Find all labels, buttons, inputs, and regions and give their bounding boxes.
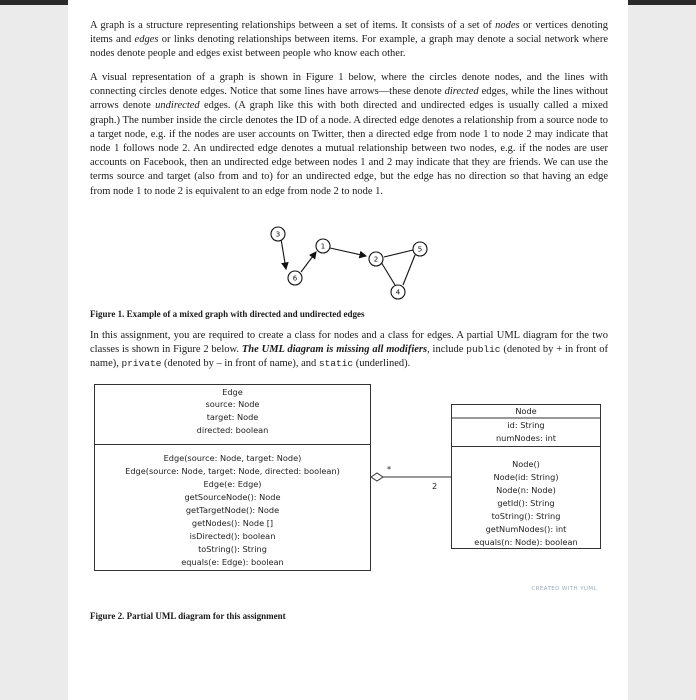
node-method: getId(): String — [497, 498, 555, 508]
figure2-caption: Figure 2. Partial UML diagram for this assignment — [90, 611, 286, 621]
node-method: Node() — [512, 459, 540, 469]
graph-node-6 — [288, 271, 302, 285]
edge-method: getSourceNode(): Node — [184, 492, 281, 502]
svg-text:6: 6 — [292, 274, 298, 283]
aggregation-association — [371, 464, 451, 491]
multiplicity-node-side: 2 — [432, 481, 438, 491]
node-class-name: Node — [515, 406, 537, 416]
graph-description-paragraph: A visual representation of a graph is shown in Figure 1 below, where the circles denote nodes, and the lines with connecting circles denote edges. Notice that some lines have arrows—these denote directed edges, while the lines without arrows denote undirected edges. (A graph like this with both directed and undirected edges is usually called a mixed graph.) The number inside the circle denotes the ID of a node. A directed edge denotes a relationship from a source node to a target node, e.g. if the nodes are user accounts on Twitter, then a directed edge from node 1 to node 2 may indicate that node 1 follows node 2. An undirected edge denotes a mutual relationship between two nodes, e.g. if the nodes are user accounts on Facebook, then an undirected edge between nodes 1 and 2 may indicate that they are friends. We can use the terms source and target (also from and to) for an undirected edge, but the edge has no direction so that having an edge from node 1 to node 2 is equivalent to an edge from node 2 to node 1. — [90, 72, 609, 197]
multiplicity-edge-side: * — [387, 464, 392, 474]
edge-method: getNodes(): Node [] — [191, 518, 274, 528]
edge-field: source: Node — [205, 399, 260, 409]
document-page — [68, 0, 628, 700]
edge-class-name: Edge — [222, 387, 243, 397]
edge-method: equals(e: Edge): boolean — [181, 557, 284, 567]
edge-method: toString(): String — [198, 544, 267, 554]
node-class-box — [452, 405, 601, 549]
edge-field: target: Node — [206, 412, 259, 422]
intro-paragraph: A graph is a structure representing relationships between a set of items. It consists of a set of nodes or vertices denoting items and edges or links denoting relationships between items. For example, a graph may denote a social network where nodes denote people and edges exist between people who know each other. — [90, 20, 609, 60]
graph-node-5 — [413, 242, 427, 256]
graph-node-4 — [391, 285, 405, 299]
mixed-graph-figure — [248, 222, 428, 302]
graph-node-2 — [369, 252, 383, 266]
edge-method: Edge(source: Node, target: Node, directed: boolean) — [125, 466, 340, 476]
edge-method: getTargetNode(): Node — [185, 505, 280, 515]
edge-method: Edge(e: Edge) — [203, 479, 262, 489]
edge-method: isDirected(): boolean — [189, 531, 276, 541]
uml-diagram — [94, 384, 609, 599]
edge-class-box — [95, 385, 371, 571]
node-method: toString(): String — [491, 511, 561, 521]
node-method: Node(id: String) — [493, 472, 559, 482]
svg-text:4: 4 — [395, 288, 401, 297]
yuml-watermark: CREATED WITH YUML — [531, 586, 597, 592]
node-method: Node(n: Node) — [496, 485, 556, 495]
graph-node-1 — [316, 239, 330, 253]
svg-text:3: 3 — [275, 230, 281, 239]
svg-text:5: 5 — [417, 245, 423, 254]
svg-text:1: 1 — [320, 242, 326, 251]
figure1-caption: Figure 1. Example of a mixed graph with directed and undirected edges — [90, 309, 365, 319]
edge-field: directed: boolean — [196, 425, 269, 435]
node-field: id: String — [507, 420, 545, 430]
node-method: equals(n: Node): boolean — [474, 537, 578, 547]
svg-text:2: 2 — [373, 255, 379, 264]
assignment-paragraph: In this assignment, you are required to create a class for nodes and a class for edges. A partial UML diagram for the two classes is shown in Figure 2 below. The UML diagram is missing all modifiers, include public (denoted by + in front of name), private (denoted by – in front of name), and static (underlined). — [90, 330, 609, 370]
node-field: numNodes: int — [495, 433, 557, 443]
edge-method: Edge(source: Node, target: Node) — [163, 453, 302, 463]
node-method: getNumNodes(): int — [485, 524, 567, 534]
graph-node-3 — [271, 227, 285, 241]
